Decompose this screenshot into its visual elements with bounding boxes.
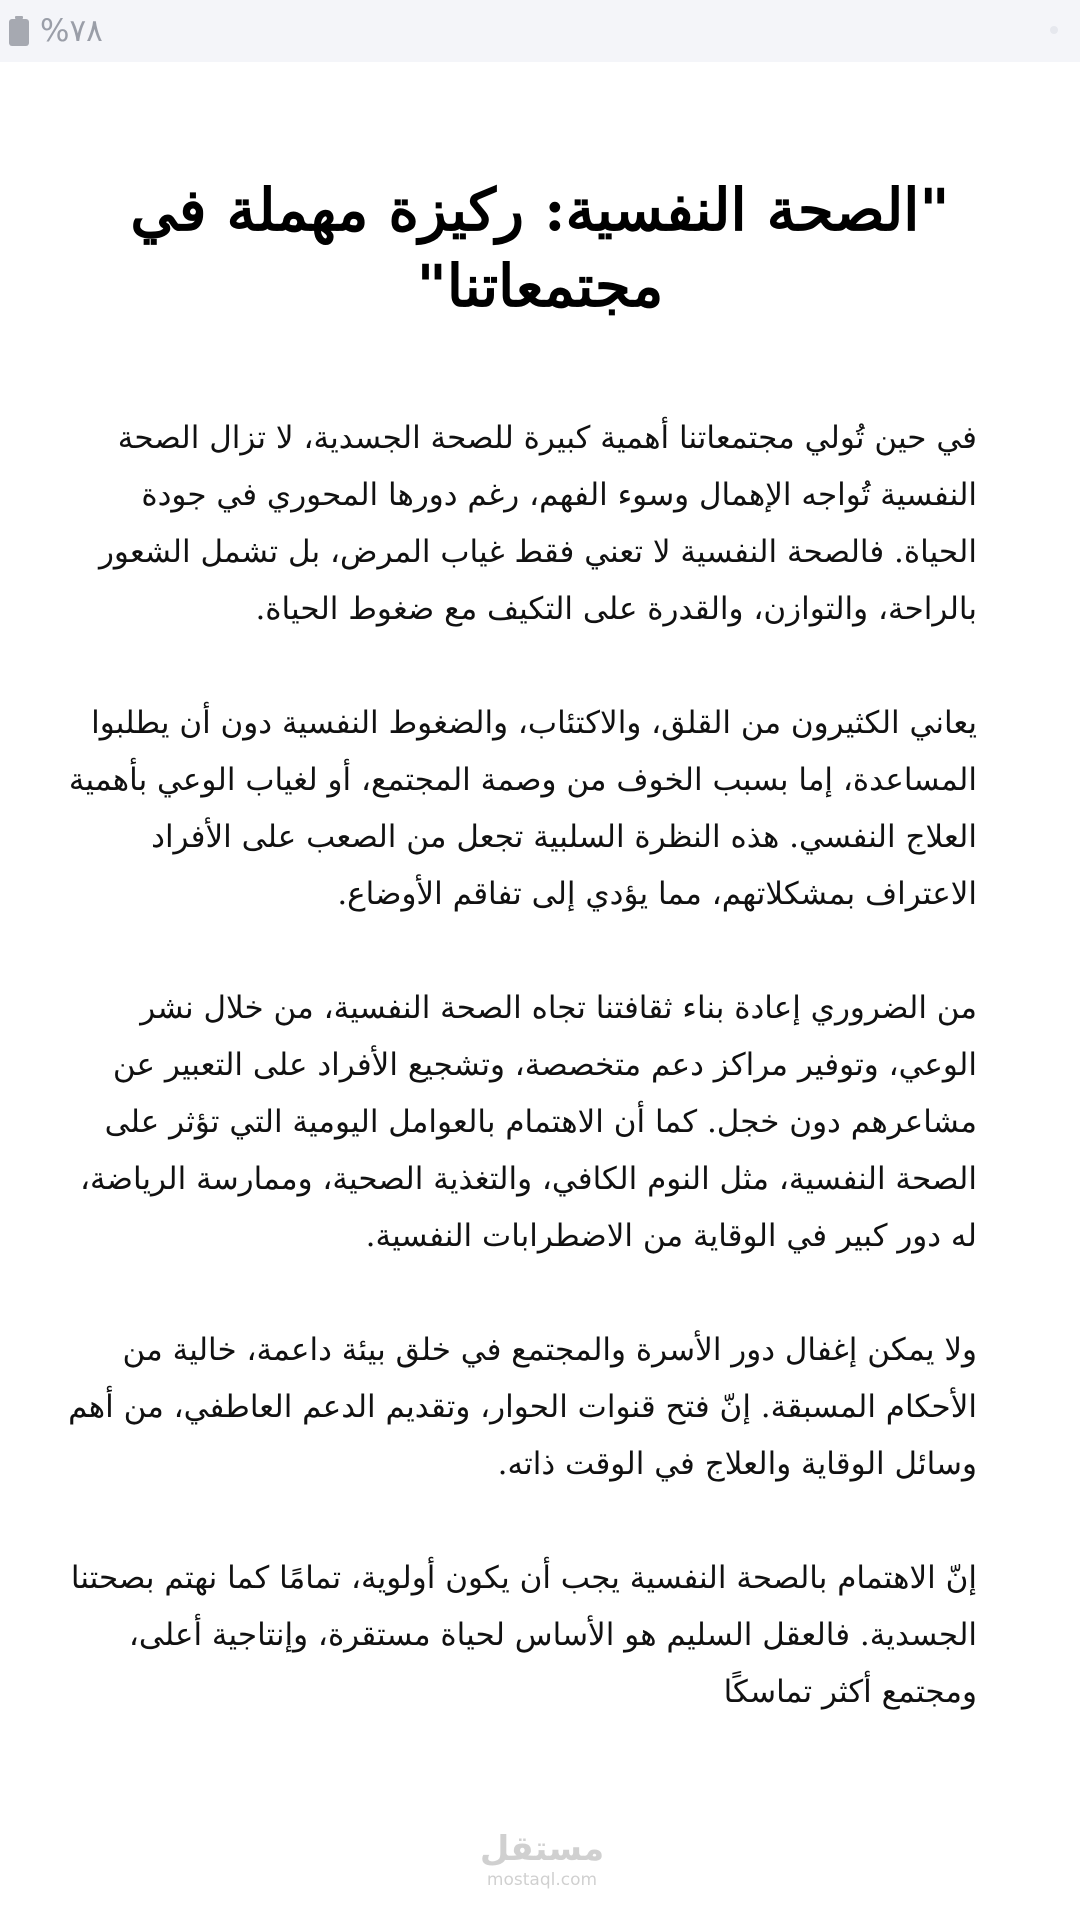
mostaql-logo <box>474 1826 610 1870</box>
article <box>60 62 1020 1721</box>
article-paragraph-4: ولا يمكن إغفال دور الأسرة والمجتمع في خلق بيئة داعمة، خالية من الأحكام المسبقة. إنّ فتح قنوات الحوار، وتقديم الدعم العاطفي، من أهم وسائل الوقاية والعلاج في الوقت ذاته. <box>68 1332 977 1482</box>
article-paragraph-2: يعاني الكثيرون من القلق، والاكتئاب، والضغوط النفسية دون أن يطلبوا المساعدة، إما بسبب الخوف من وصمة المجتمع، أو لغياب الوعي بأهمية العلاج النفسي. هذه النظرة السلبية تجعل من الصعب على الأفراد الاعتراف بمشكلاتهم، مما يؤدي إلى تفاقم الأوضاع. <box>68 705 977 912</box>
article-title: "الصحة النفسية: ركيزة مهملة في مجتمعاتنا" <box>130 176 950 320</box>
status-indicator <box>1050 26 1058 34</box>
watermark-url: mostaql.com <box>486 1870 598 1890</box>
article-paragraph-5: إنّ الاهتمام بالصحة النفسية يجب أن يكون أولوية، تمامًا كما نهتم بصحتنا الجسدية. فالعقل السليم هو الأساس لحياة مستقرة، وإنتاجية أعلى، ومجتمع أكثر تماسكًا <box>70 1560 977 1710</box>
battery-icon <box>9 16 29 46</box>
mostaql-watermark <box>474 1826 610 1890</box>
article-paragraph-3: من الضروري إعادة بناء ثقافتنا تجاه الصحة النفسية، من خلال نشر الوعي، وتوفير مراكز دعم متخصصة، وتشجيع الأفراد على التعبير عن مشاعرهم دون خجل. كما أن الاهتمام بالعوامل اليومية التي تؤثر على الصحة النفسية، مثل النوم الكافي، والتغذية الصحية، وممارسة الرياضة، له دور كبير في الوقاية من الاضطرابات النفسية. <box>80 990 977 1254</box>
svg-text:مستقل: مستقل <box>479 1829 605 1869</box>
status-bar <box>0 0 1080 62</box>
article-paragraph-1: في حين تُولي مجتمعاتنا أهمية كبيرة للصحة الجسدية، لا تزال الصحة النفسية تُواجه الإهمال وسوء الفهم، رغم دورها المحوري في جودة الحياة. فالصحة النفسية لا تعني فقط غياب المرض، بل تشمل الشعور بالراحة، والتوازن، والقدرة على التكيف مع ضغوط الحياة. <box>98 420 977 627</box>
battery-level: %٧٨ <box>40 13 103 49</box>
